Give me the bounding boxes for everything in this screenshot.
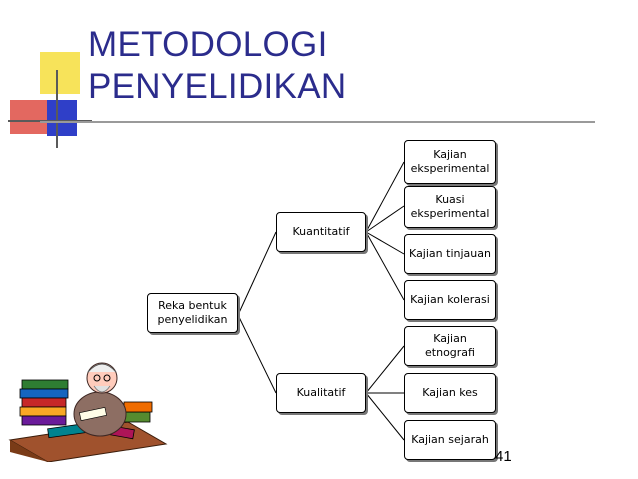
node-leaf-label: Kajian tinjauan [409,247,491,260]
connector-kualitatif-1 [366,346,404,393]
node-leaf-line-1: Kuasi [435,193,465,206]
node-kajian-eksperimental [404,140,496,184]
node-leaf-line-1: Kajian [433,148,467,161]
node-leaf-line-2: eksperimental [410,207,490,220]
node-kajian-kes [404,373,496,413]
node-kuasi-eksperimental [404,186,496,228]
connector-root-kuantitatif [238,232,276,315]
title-line-2: PENYELIDIKAN [88,67,347,106]
node-leaf-line-1: Kajian [433,332,467,345]
page-number: 41 [495,448,512,465]
connector-kuantitatif-4 [366,232,404,300]
node-leaf-line-2: etnografi [425,346,475,359]
node-leaf-label: Kajian kes [422,386,478,399]
node-kajian-sejarah [404,420,496,460]
node-kuantitatif [276,212,366,252]
node-kualitatif-label: Kualitatif [296,386,346,399]
title-line-1: METODOLOGI [88,25,328,64]
node-leaf-line-2: eksperimental [410,162,490,175]
node-root-line-1: Reka bentuk [158,299,227,312]
connector-root-kualitatif [238,315,276,393]
node-leaf-label: Kajian kolerasi [410,293,490,306]
node-kajian-tinjauan [404,234,496,274]
connector-kualitatif-3 [366,393,404,440]
node-leaf-label: Kajian sejarah [411,433,489,446]
node-root-line-2: penyelidikan [157,313,228,326]
node-kajian-kolerasi [404,280,496,320]
node-kualitatif [276,373,366,413]
node-reka-bentuk-penyelidikan [147,293,238,333]
connector-kuantitatif-1 [366,162,404,232]
node-kuantitatif-label: Kuantitatif [292,225,350,238]
connector-kuantitatif-2 [366,206,404,232]
scholar-with-books-clipart [8,352,168,462]
node-kajian-etnografi [404,326,496,366]
